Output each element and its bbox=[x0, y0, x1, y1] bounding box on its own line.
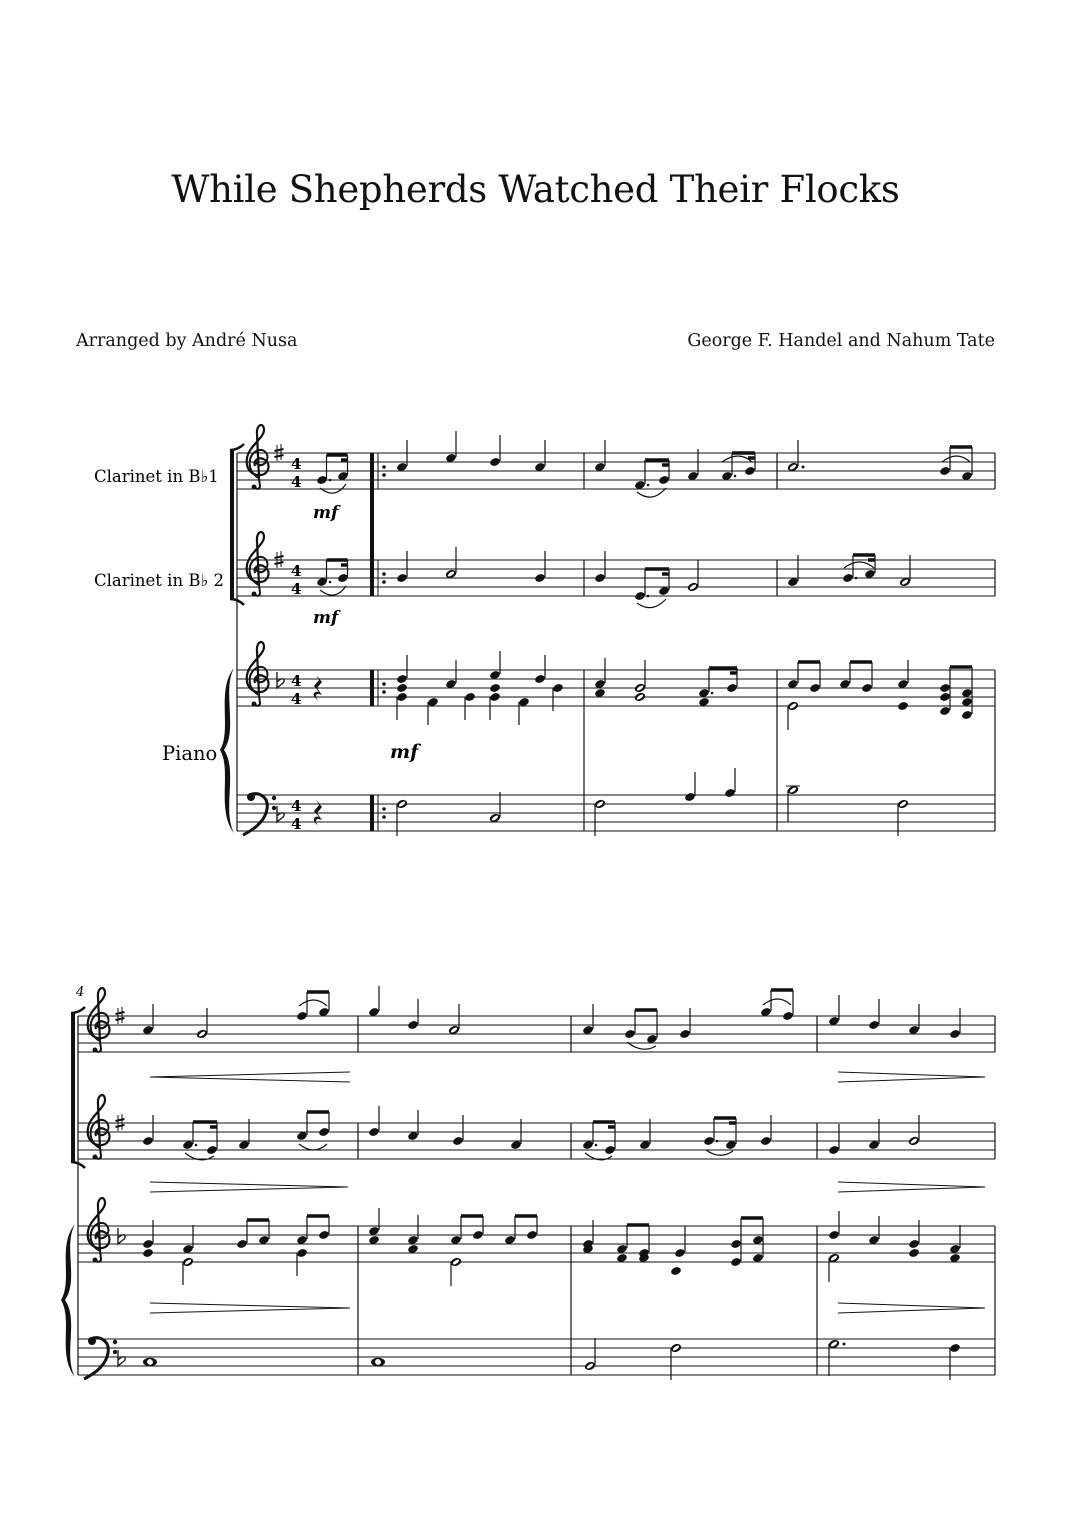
svg-text:4: 4 bbox=[291, 815, 302, 833]
svg-text:4: 4 bbox=[291, 580, 302, 598]
time-signatures bbox=[291, 455, 301, 833]
dynamic-marking: mf bbox=[313, 608, 339, 628]
barlines-system-1 bbox=[584, 453, 995, 831]
time-signature: 4 bbox=[291, 455, 302, 473]
composer-credit: George F. Handel and Nahum Tate bbox=[687, 331, 995, 351]
pickup-measure bbox=[231, 0, 349, 825]
measure-1 bbox=[396, 431, 564, 836]
score-title: While Shepherds Watched Their Flocks bbox=[171, 168, 900, 211]
repeat-barline bbox=[370, 453, 386, 831]
system-1 bbox=[94, 0, 995, 836]
staff-piano-right-system-1 bbox=[237, 670, 995, 706]
staff-clarinet-2-system-1 bbox=[237, 560, 995, 596]
measure-2 bbox=[594, 440, 756, 836]
dynamic-marking: mf bbox=[313, 503, 339, 523]
arranger-credit: Arranged by André Nusa bbox=[76, 331, 298, 351]
flat-icon bbox=[277, 672, 284, 688]
staff-clarinet-1-system-1 bbox=[237, 453, 995, 489]
flat-icon bbox=[277, 806, 284, 822]
bass-clef-icon bbox=[84, 1337, 117, 1379]
dynamic-marking: mf bbox=[390, 741, 419, 763]
time-signature: 4 bbox=[291, 797, 302, 815]
flat-icon bbox=[118, 1350, 125, 1366]
label-clarinet-1: Clarinet in B♭1 bbox=[94, 467, 219, 486]
bass-clef-icon bbox=[243, 793, 276, 835]
svg-text:4: 4 bbox=[291, 473, 302, 491]
piano-brace bbox=[220, 668, 234, 833]
piano-brace bbox=[61, 1224, 75, 1377]
measure-3 bbox=[786, 440, 973, 836]
time-signature: 4 bbox=[291, 562, 302, 580]
hairpins bbox=[150, 1072, 985, 1313]
flat-icon bbox=[118, 1228, 125, 1244]
svg-text:4: 4 bbox=[291, 690, 302, 708]
measure-6 bbox=[582, 990, 794, 1380]
staff-piano-left-system-1 bbox=[237, 795, 995, 831]
system-2 bbox=[61, 0, 995, 1380]
measure-number: 4 bbox=[76, 985, 85, 1000]
staff-piano-left-system-2 bbox=[78, 1339, 995, 1375]
label-piano: Piano bbox=[162, 742, 218, 765]
staff-clarinet-1-system-2 bbox=[78, 1016, 995, 1052]
label-clarinet-2: Clarinet in B♭ 2 bbox=[94, 571, 224, 590]
measure-7 bbox=[828, 995, 961, 1380]
time-signature: 4 bbox=[291, 672, 302, 690]
measure-4 bbox=[142, 992, 330, 1366]
barlines-system-2 bbox=[358, 1016, 995, 1375]
